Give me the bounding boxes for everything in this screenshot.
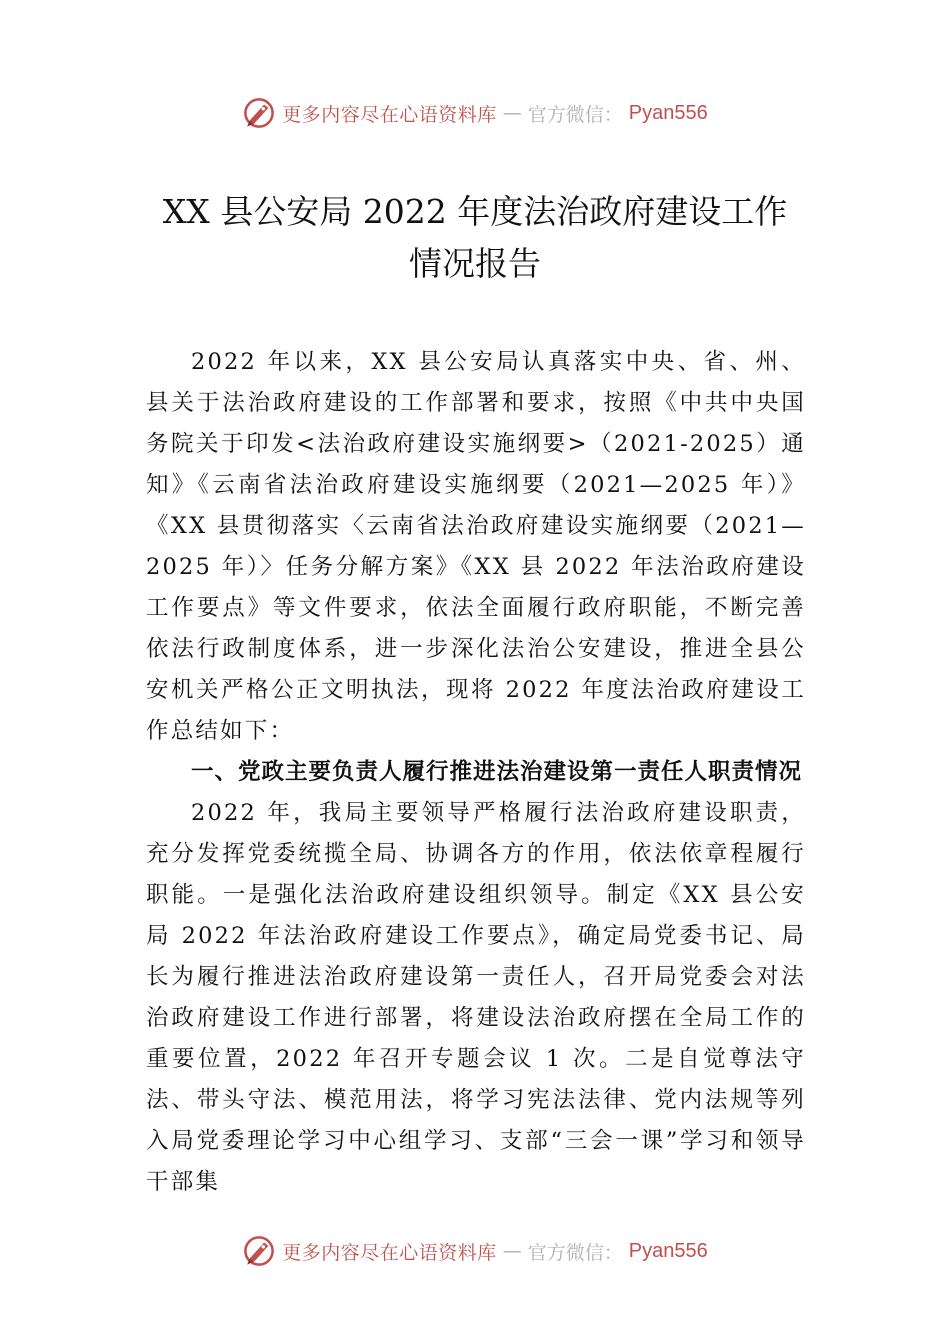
- intro-paragraph: 2022 年以来，XX 县公安局认真落实中央、省、州、县关于法治政府建设的工作部署和要求，按照《中共中央国务院关于印发<法治政府建设实施纲要>（2021-2025）通知》《云南省法治政府建设实施纲要（2021—2025 年）》《XX 县贯彻落实〈云南省法治政府建设实施纲要（2021—2025 年）〉任务分解方案》《XX 县 2022 年法治政府建设工作要点》等文件要求，依法全面履行政府职能，不断完善依法行政制度体系，进一步深化法治公安建设，推进全县公安机关严格公正文明执法，现将 2022 年度法治政府建设工作总结如下：: [146, 349, 806, 744]
- document-body: [146, 342, 806, 1203]
- watermark-brand: 更多内容尽在心语资料库: [282, 1241, 497, 1264]
- watermark-banner-bottom: [0, 1234, 950, 1268]
- watermark-banner-top: [0, 96, 950, 130]
- document-title: [100, 186, 850, 290]
- title-line-1: XX 县公安局 2022 年度法治政府建设工作: [162, 192, 788, 231]
- watermark-dash: —: [502, 1240, 522, 1262]
- watermark-brand: 更多内容尽在心语资料库: [282, 103, 497, 126]
- watermark-wechat-label: 官方微信：: [527, 103, 623, 126]
- watermark-dash: —: [502, 102, 522, 124]
- section-1-paragraph: 2022 年，我局主要领导严格履行法治政府建设职责，充分发挥党委统揽全局、协调各方的作用，依法依章程履行职能。一是强化法治政府建设组织领导。制定《XX 县公安局 2022 年法治政府建设工作要点》，确定局党委书记、局长为履行推进法治政府建设第一责任人，召开局党委会对法治政府建设工作进行部署，将建设法治政府摆在全局工作的重要位置，2022 年召开专题会议 1 次。二是自觉尊法守法、带头守法、模范用法，将学习宪法法律、党内法规等列入局党委理论学习中心组学习、支部“三会一课”学习和领导干部集: [146, 800, 806, 1195]
- section-1-heading: 一、党政主要负责人履行推进法治建设第一责任人职责情况: [191, 759, 803, 785]
- watermark-wechat-id: Pyan556: [628, 101, 708, 124]
- watermark-wechat-id: Pyan556: [628, 1239, 708, 1262]
- watermark-wechat-label: 官方微信：: [527, 1241, 623, 1264]
- title-line-2: 情况报告: [409, 244, 541, 283]
- pen-logo-icon: [242, 96, 276, 130]
- pen-logo-icon: [242, 1234, 276, 1268]
